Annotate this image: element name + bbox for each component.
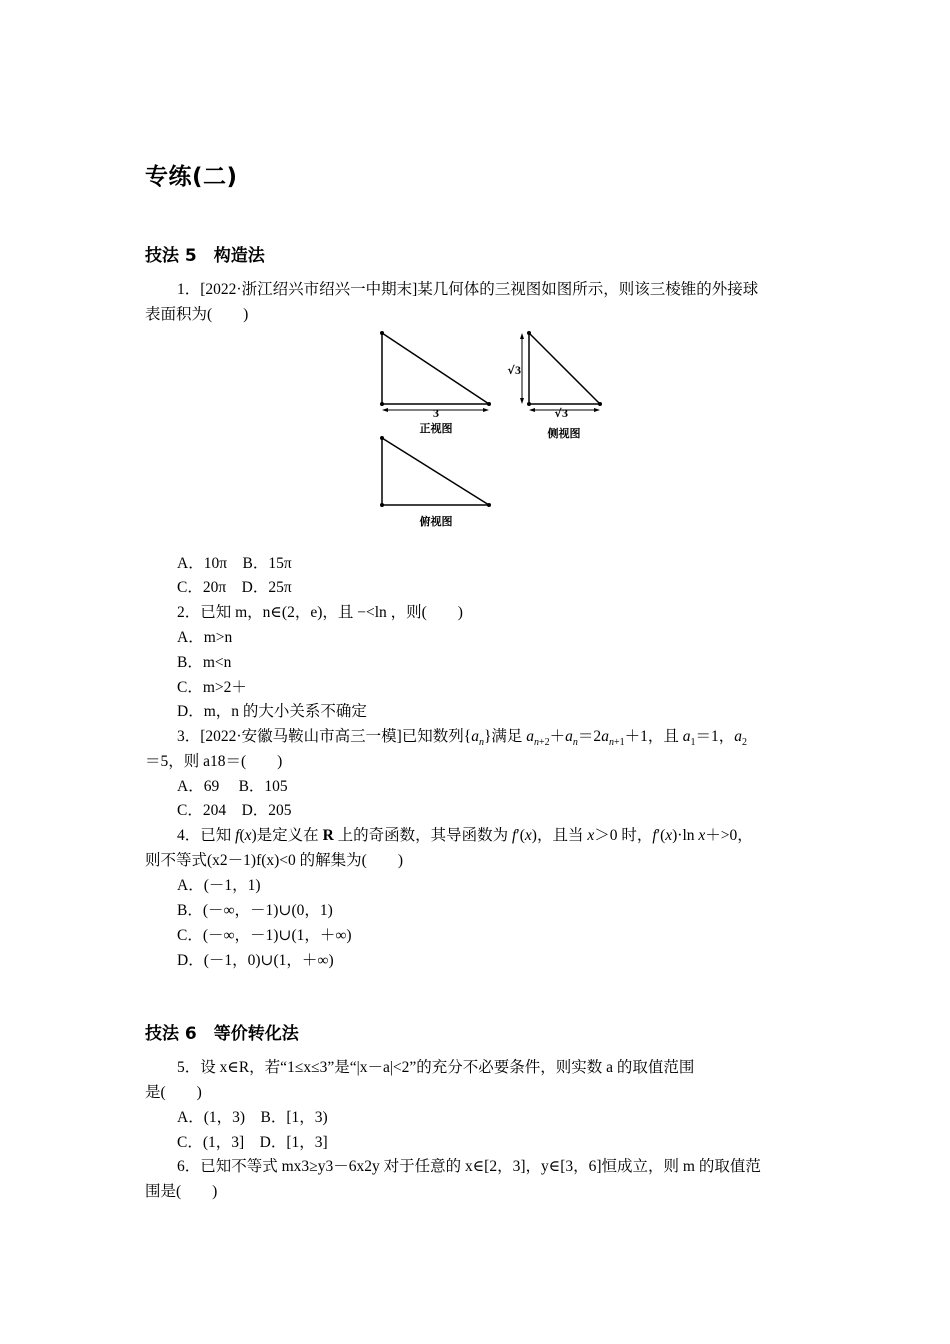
top-view-label: 俯视图 [419, 515, 453, 528]
top-view [380, 436, 491, 528]
q2-option-b: B．m<n [177, 654, 232, 671]
three-view-figure [360, 322, 620, 542]
q1-stem-line2: 表面积为( ) [145, 306, 249, 323]
page-title: 专练(二) [145, 164, 238, 190]
front-view [380, 331, 491, 435]
q4-stem-line2: 则不等式(x2－1)f(x)<0 的解集为( ) [145, 852, 403, 869]
side-view-label: 侧视图 [547, 427, 581, 440]
q5-stem-line2: 是( ) [145, 1084, 202, 1101]
q6-stem-line1: 6．已知不等式 mx3≥y3－6x2y 对于任意的 x∈[2，3]，y∈[3，6]恒成立，则 m 的取值范 [177, 1158, 761, 1175]
q4-stem-line1: 4．已知 f(x)是定义在 R 上的奇函数，其导函数为 f′(x)，且当 x＞0 时，f′(x)·ln x＋>0， [177, 827, 753, 844]
q1-options-ab: A．10π B．15π [177, 555, 292, 572]
q2-option-d: D．m，n 的大小关系不确定 [177, 703, 367, 720]
q4-option-b: B．(－∞，－1)∪(0，1) [177, 902, 333, 919]
q2-stem: 2．已知 m，n∈(2，e)，且 −<ln ，则( ) [177, 604, 463, 621]
section-label: 技法 6 [145, 1024, 197, 1044]
section-name: 构造法 [213, 246, 265, 266]
q1-options-cd: C．20π D．25π [177, 579, 292, 596]
q4-option-d: D．(－1，0)∪(1，＋∞) [177, 952, 334, 969]
side-view [507, 331, 602, 440]
q1-stem-line1: 1．[2022·浙江绍兴市绍兴一中期末]某几何体的三视图如图所示，则该三棱锥的外接球 [177, 281, 759, 298]
section-title-6 [145, 1019, 299, 1044]
q5-options-cd: C．(1，3] D．[1，3] [177, 1134, 328, 1151]
q5-stem-line1: 5．设 x∈R，若“1≤x≤3”是“|x－a|<2”的充分不必要条件，则实数 a 的取值范围 [177, 1059, 695, 1076]
q3-stem-line1: 3．[2022·安徽马鞍山市高三一模]已知数列$\{a_n\}$满足 $a_{n+2}+a_n=2a_{n+1}+1$，且 $a_1=1$，$a_2$ [177, 728, 747, 749]
side-dim-v-label: 3 [515, 363, 521, 377]
section-name: 等价转化法 [213, 1024, 299, 1044]
q4-option-c: C．(－∞，－1)∪(1，＋∞) [177, 927, 352, 944]
section-title-5 [145, 241, 265, 266]
section-label: 技法 5 [145, 246, 197, 266]
front-view-label: 正视图 [419, 422, 453, 435]
q5-options-ab: A．(1，3) B．[1，3) [177, 1109, 328, 1126]
side-dim-h-label: 3 [562, 406, 568, 420]
q3-options-ab: A．69 B．105 [177, 778, 288, 795]
three-view-diagram [360, 322, 620, 542]
front-dim-label: 3 [433, 406, 439, 420]
sqrt-v-symbol: √ [507, 364, 515, 377]
q6-stem-line2: 围是( ) [145, 1183, 218, 1200]
q3-options-cd: C．204 D．205 [177, 802, 292, 819]
q2-option-c: C．m>2＋ [177, 679, 247, 696]
q2-option-a: A．m>n [177, 629, 233, 646]
sqrt-h-symbol: √ [554, 407, 562, 420]
q3-stem-line2: ＝5，则 a18＝( ) [145, 753, 283, 770]
q4-option-a: A．(－1，1) [177, 877, 261, 894]
